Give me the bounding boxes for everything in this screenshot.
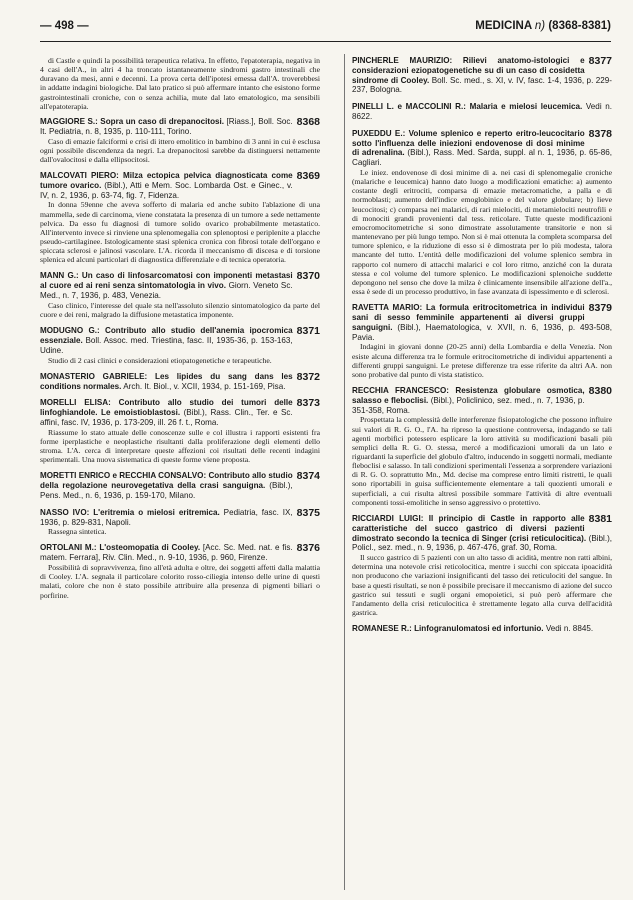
entry-abstract: Indagini in giovani donne (20-25 anni) della Lombardia e della Venezia. Non esiste alcuna differenza tra le formule eritrocitometriche di individui appartenenti a differenti gruppi sanguigni. Le pretese differenze tra esse riferite da altri AA. non sono probative dal punto di vista statistico. — [352, 342, 612, 379]
page-number: — 498 — — [40, 20, 89, 32]
entry-heading — [40, 471, 320, 500]
entry-abstract: Il succo gastrico di 5 pazienti con un alto tasso di acidità, mentre non ratti albini, determina una notevole crisi reticolocitica, mentre i succhi con spiccata ipoacidità non producono che variazioni insignificanti del tasso dei reticulociti del sangue. In base a questi risultati, se non è possibile precisare il meccanismo di azione del succo gastrico sui tessuti e sugli organi emopoietici, si può però affermare che l'andamento della crisi reticulocitica è strettamente legato alla curva dell'acidità gastrica. — [352, 553, 612, 618]
section-heading — [475, 20, 611, 32]
bibliography-entry — [352, 102, 612, 122]
entry-title: Un caso di linfosarcomatosi con imponenti metastasi al cuore ed ai reni senza sintomatologia in vivo. — [40, 271, 293, 291]
entry-abstract: Riassume lo stato attuale delle conoscenze sulle e col illustra i rapporti esistenti fra forme iperplastiche e neoplastiche risultanti dalla proliferazione degli elementi dello stroma. L'A. cerca di interpretare queste affezioni coi risultati delle recenti indagini sperimentali. Una nuova sistematica di queste forme viene proposta. — [40, 427, 320, 465]
entry-author: MORELLI ELISA: — [40, 398, 111, 408]
entry-abstract: Prospettata la complessità delle interferenze fisiopatologiche che possono influire sui valori di R. G. O., l'A. ha ripreso la questione controversa, indagando se tali agenti morbifici potessero esplicare la loro attività su modificazioni basali più semplici della R. G. O. stessa, mercé a modificazioni umorali da un lato e riguardanti la superficie del globulo d'altro, inducendo in soggetti normali, mediante fleboclisi e salasso. In tali condizioni sperimentali l'essenza a sorprendere variazioni di R. G. O. soprattutto Mn., Md. decise ma comprese entro limiti ristretti, le quali sono riportabili in guisa sufficientemente elementare a tali quozienti umorali e superficiali, a cui risulta altresì possibile sommare l'attività di altre eventuali componenti tossi-emolitiche in senso aggressivo o protettivo. — [352, 415, 612, 507]
entry-title: Resistenza globulare osmotica, salasso e fleboclisi. — [352, 385, 585, 405]
entry-range: (8368-8381) — [548, 20, 611, 32]
entry-title: La formula eritrocitometrica in individui sani di sesso femminile appartenenti ai diversi gruppi sanguigni. — [352, 303, 585, 332]
entry-heading — [40, 398, 320, 427]
left-column — [40, 56, 320, 607]
bibliography-entry — [352, 624, 612, 634]
entry-citation: (Bibl.), Haematologica, v. XVII, n. 6, 1936, p. 493-508, Pavia. — [352, 322, 613, 342]
entry-heading — [352, 303, 612, 342]
left-entries — [40, 117, 320, 600]
entry-abstract: Possibilità di sopravvivenza, fino all'età adulta e oltre, dei soggetti affetti dalla malattia di Cooley. L'A. segnala il particolare colorito rosso-ciliegia intenso delle urine di questi malati, colore che non è stato possibile attribuire alla presenza di pigmenti biliari o porfirine. — [40, 563, 320, 600]
entry-citation: Giorn. Veneto Sc. Med., n. 7, 1936, p. 483, Venezia. — [40, 281, 293, 301]
entry-heading — [40, 271, 320, 300]
bibliography-entry — [40, 398, 320, 464]
entry-title: Volume splenico e reperto eritro-leucocitario sotto l'influenza delle iniezioni endovenose di dosi minime di adrenalina. — [352, 128, 585, 158]
entry-citation: Arch. It. Biol., v. XCII, 1934, p. 151-169, Pisa. — [123, 381, 286, 391]
bibliography-entry — [40, 543, 320, 599]
entry-author: MANN G.: — [40, 271, 79, 281]
bibliography-entry — [40, 117, 320, 164]
bibliography-entry — [352, 514, 612, 617]
entry-title: Rilievi anatomo-istologici e considerazioni eziopatogenetiche su di un caso di cosidetta sindrome di Cooley. — [352, 56, 585, 85]
entry-number: 8380 — [588, 384, 612, 397]
entry-author: MALCOVATI PIERO: — [40, 171, 119, 180]
entry-author: RAVETTA MARIO: — [352, 303, 423, 313]
right-entries — [352, 56, 612, 634]
page-header — [40, 20, 611, 38]
entry-title: Les lipides du sang dans les conditions normales. — [40, 371, 293, 391]
entry-heading — [40, 117, 320, 137]
entry-title: Sopra un caso di drepanocitosi. — [100, 116, 225, 126]
entry-heading — [352, 386, 612, 415]
entry-author: MORETTI ENRICO e RECCHIA CONSALVO: — [40, 471, 207, 481]
entry-citation: (Bibl.), Pens. Med., n. 6, 1936, p. 159-170, Milano. — [40, 481, 293, 500]
bibliography-entry — [40, 271, 320, 319]
entry-abstract: Caso di emazie falciformi e crisi di ittero emolitico in bambino di 3 anni in cui è esclusa ogni possibile discendenza da negri. La drepanocitosi sarebbe da distinguersi nettamente dall'ovalocitosi e dalla ellipsocitosi. — [40, 136, 320, 164]
bibliography-entry — [40, 326, 320, 365]
bibliography-entry — [40, 471, 320, 500]
header-rule — [40, 41, 611, 42]
entry-citation: Vedi n. 8622. — [352, 102, 613, 121]
entry-abstract: Rassegna sintetica. — [48, 527, 107, 537]
entry-author: PUXEDDU E.: — [352, 128, 406, 138]
entry-citation: Vedi n. 8845. — [545, 624, 594, 634]
entry-heading — [40, 372, 320, 392]
entry-number: 8371 — [296, 325, 320, 338]
entry-abstract: Caso clinico, l'interesse del quale sta nell'assoluto silenzio sintomatologico da parte del cuore e dei reni, malgrado la diffusione metastatica imponente. — [40, 300, 320, 320]
entry-title: L'osteomopatia di Cooley. — [99, 543, 201, 553]
entry-author: RICCIARDI LUIGI: — [352, 513, 424, 523]
entry-heading — [40, 543, 320, 563]
entry-heading — [352, 514, 612, 553]
entry-heading — [40, 171, 320, 200]
entry-citation: [Acc. Sc. Med. nat. e fis. matem. Ferrara], Riv. Clin. Med., n. 9-10, 1936, p. 960, Firenze. — [40, 543, 293, 563]
entry-author: ORTOLANI M.: — [40, 543, 97, 553]
entry-author: PINCHERLE MAURIZIO: — [352, 56, 453, 65]
entry-author: PINELLI L. e MACCOLINI R.: — [352, 102, 466, 112]
entry-number: 8379 — [588, 302, 612, 315]
entry-number: 8373 — [296, 397, 320, 410]
entry-number: 8368 — [296, 115, 320, 128]
entry-title: Linfogranulomatosi ed infortunio. — [414, 624, 544, 634]
column-divider — [344, 54, 345, 890]
entry-citation: Boll. Sc. med., s. XI, v. IV, fasc. 1-4, 1936, p. 229-237, Bologna. — [352, 75, 612, 95]
entry-author: MAGGIORE S.: — [40, 116, 98, 126]
entry-heading — [40, 326, 320, 355]
entry-author: RECCHIA FRANCESCO: — [352, 385, 449, 395]
entry-citation: [Riass.], Boll. Soc. It. Pediatria, n. 8, 1935, p. 110-111, Torino. — [40, 116, 293, 136]
entry-title: Milza ectopica pelvica diagnosticata come tumore ovarico. — [40, 171, 293, 190]
entry-number: 8377 — [588, 55, 612, 67]
entry-number: 8378 — [588, 127, 612, 140]
continuation-text: di Castle e quindi la possibilità terapeutica relativa. In effetto, l'epatoterapia, negativa in 4 casi dell'A., in altri 4 ha troncato istantaneamente sindromi gastro intestinali che duravano da mesi, anni e decenni. La prova certa dell'ipotesi emessa dall'A. troverebbesi in addatte indagini biologiche. Dal lato pratico si può affermare intanto che esistono forme gastrointestinali croniche, con o senza achilia, mute dal lato ematologico, ma sensibili all'epatoterapia. — [40, 56, 320, 111]
entry-heading — [40, 508, 320, 528]
entry-author: MODUGNO G.: — [40, 326, 100, 336]
entry-citation: (Bibl.), Rass. Med. Sarda, suppl. al n. 1, 1936, p. 65-86, Cagliari. — [352, 148, 612, 168]
entry-title: Malaria e mielosi leucemica. — [469, 102, 583, 112]
bibliography-entry — [352, 386, 612, 507]
entry-number: 8370 — [296, 270, 320, 283]
entry-number: 8369 — [296, 170, 320, 182]
entry-author: ROMANESE R.: — [352, 624, 412, 634]
right-column — [352, 56, 612, 641]
bibliography-entry — [40, 372, 320, 392]
section-note: n) — [534, 20, 546, 32]
bibliography-entry — [352, 303, 612, 379]
entry-heading — [352, 129, 612, 168]
entry-abstract: Studio di 2 casi clinici e considerazioni etiopatogenetiche e terapeutiche. — [48, 355, 272, 365]
entry-heading — [352, 56, 612, 95]
entry-heading — [352, 102, 612, 122]
entry-number: 8376 — [296, 542, 320, 555]
bibliography-entry — [40, 171, 320, 264]
entry-title: Contributo allo studio dei tumori delle linfoghiandole. Le emoistioblastosi. — [40, 398, 293, 418]
entry-author: NASSO IVO: — [40, 507, 90, 517]
entry-citation: (Bibl.), Policlinico, sez. med., n. 7, 1936, p. 351-358, Roma. — [352, 395, 585, 415]
entry-title: Contributo allo studio dell'anemia ipocromica essenziale. — [40, 326, 293, 345]
bibliography-entry — [352, 56, 612, 95]
entry-citation: Pediatria, fasc. IX, 1936, p. 829-831, Napoli. — [40, 507, 293, 527]
entry-number: 8372 — [296, 370, 320, 383]
entry-heading — [352, 624, 612, 634]
entry-number: 8375 — [296, 506, 320, 519]
entry-abstract: Le iniez. endovenose di dosi minime di a. nei casi di splenomegalie croniche (malariche e leucemica) hanno dato luogo a modificazioni ematiche: a) aumento costante degli eritrociti, comparsa di emazie metacromatiche, a palla e di normoblasti; aumento dell'indice emoglobinico e del valore globulare; b) lieve leucocitosi; c) comparsa nei malarici, di rari mielociti, di metamielociti neutrofili e di monociti grandi provenienti dal tess. reticolare. Tutte queste modificazioni emocromocitometriche si sono dimostrate assolutamente transitorie e non si mantenevano per più lungo tempo. Non si è mai ottenuta la completa scomparsa del tumore splenico, e la riduzione di esso si è dimostrata per lo più modesta, talora mancante del tutto. L'entità delle modificazioni del volume splenico sembra in rapporto col numero di attacchi malarici e col loro ritmo, anziché con la durata stessa e col volume del tumore splenico. Le modificazioni splenoiche suddette depongono nel senso che dove la milza è clinicamente insensibile all'azione dell'a., essa è sede di un processo produttivo, in fase avanzata di ispessimento e di sclerosi. — [352, 167, 612, 296]
entry-citation: Boll. Assoc. med. Triestina, fasc. II, 1935-36, p. 153-163, Udine. — [40, 335, 293, 355]
entry-author: MONASTERIO GABRIELE: — [40, 371, 148, 381]
section-title: MEDICINA — [475, 20, 532, 32]
entry-citation: (Bibl.), Rass. Clin., Ter. e Sc. affini, fasc. IV, 1936, p. 173-209, ill. 26 f. t., Roma. — [40, 408, 293, 427]
bibliography-entry — [352, 129, 612, 296]
entry-citation: (Bibl.), Policl., sez. med., n. 9, 1936, p. 467-476, graf. 30, Roma. — [352, 533, 613, 553]
bibliography-entry — [40, 508, 320, 537]
entry-title: Il principio di Castle in rapporto alle caratteristiche del succo gastrico di diversi pazienti dimostrato secondo la tecnica di Singer (crisi reticulocitica). — [352, 513, 587, 543]
entry-citation: (Bibl.), Atti e Mem. Soc. Lombarda Ost. e Ginec., v. IV, n. 2, 1936, p. 63-74, fig. 7, Fidenza. — [40, 180, 293, 200]
entry-title: L'eritremia o mielosi eritremica. — [93, 507, 220, 517]
entry-number: 8374 — [296, 470, 320, 483]
entry-abstract: In donna 59enne che aveva sofferto di malaria ed anche subito l'ablazione di una mammella, sede di carcinoma, viene constatata la presenza di un tumore a sede nettamente pelvica. Da esso fu diagnosi di tumore solido ovarico probabilmente metastatico. All'intervento invece si rinviene una splenomegalia con splenoptosi e periplenite a placche pseudo-cartilaginee. Istologicamente stasi splenica cronica con fibrosi totale dell'organo e spiccata sclerosi e jalinosi vascolare. L'A. ricorda il meccanismo di discesa e di torsione splenica ed alcuni particolari di diagnostica differenziale e di tecnica operatoria. — [40, 200, 320, 265]
entry-number: 8381 — [588, 512, 612, 525]
entry-title: Contributo allo studio della regolazione neurovegetativa della crasi sanguigna. — [40, 471, 293, 491]
